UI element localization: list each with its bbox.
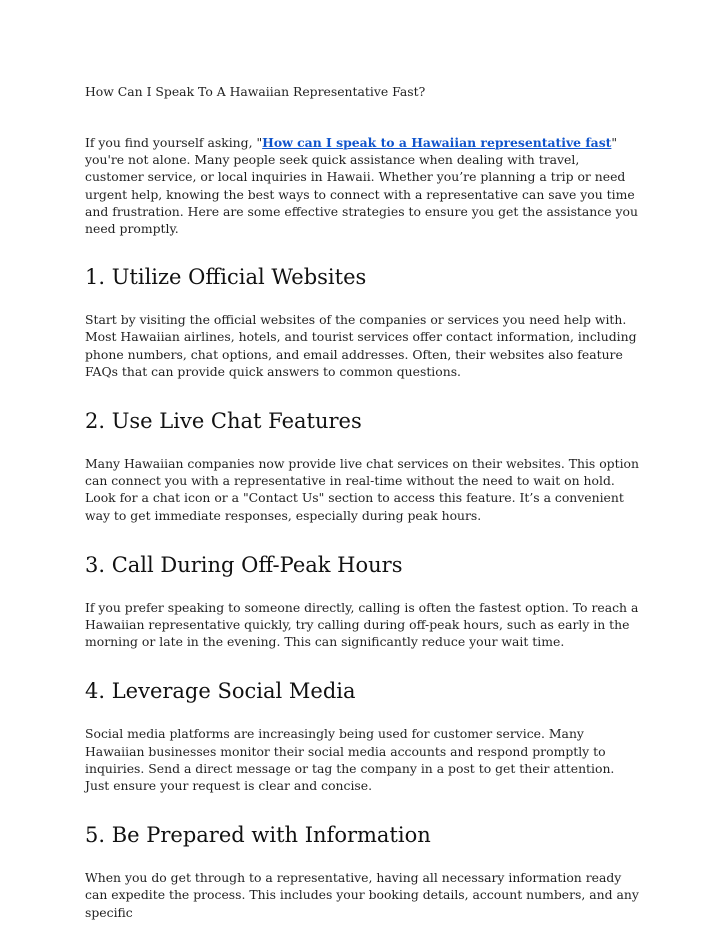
section-body-1: Start by visiting the official websites of the companies or services you need help with. Most Hawaiian airlines, hotels, and tourist services offer contact information, including phone numbers, chat options, and email addresses. Often, their websites also feature FAQs that can provide quick answers to common questions.: [85, 312, 637, 379]
intro-paragraph: [85, 134, 641, 237]
section-heading-4: 4. Leverage Social Media: [85, 679, 356, 704]
intro-text-before: If you find yourself asking, ": [85, 135, 263, 150]
section-body-5: When you do get through to a representative, having all necessary information ready can expedite the process. This includes your booking details, account numbers, and any specific: [85, 870, 639, 920]
section-body-4: Social media platforms are increasingly being used for customer service. Many Hawaiian businesses monitor their social media accounts and respond promptly to inquiries. Send a direct message or tag the company in a post to get their attention. Just ensure your request is clear and concise.: [85, 726, 615, 794]
document-title: How Can I Speak To A Hawaiian Representative Fast?: [85, 84, 426, 99]
section-body-3: If you prefer speaking to someone directly, calling is often the fastest option. To reach a Hawaiian representative quickly, try calling during off-peak hours, such as early in the morning or late in the evening. This can significantly reduce your wait time.: [85, 599, 639, 650]
section-heading-1: 1. Utilize Official Websites: [85, 265, 367, 290]
section-body-2: Many Hawaiian companies now provide live chat services on their websites. This option can connect you with a representative in real-time without the need to wait on hold. Look for a chat icon or a "Contact Us" section to access this feature. It’s a convenient way to get immediate responses, especially during peak hours.: [85, 456, 639, 523]
intro-link[interactable]: How can I speak to a Hawaiian representative fast: [262, 135, 612, 150]
section-heading-2: 2. Use Live Chat Features: [85, 409, 362, 434]
section-heading-5: 5. Be Prepared with Information: [85, 823, 431, 848]
intro-text-after: " you're not alone. Many people seek quick assistance when dealing with travel, customer service, or local inquiries in Hawaii. Whether you’re planning a trip or need urgent help, knowing the best ways to connect with a representative can save you time and frustration. Here are some effective strategies to ensure you get the assistance you need promptly.: [85, 135, 638, 237]
section-heading-3: 3. Call During Off-Peak Hours: [85, 552, 403, 577]
document-page: [85, 78, 641, 921]
